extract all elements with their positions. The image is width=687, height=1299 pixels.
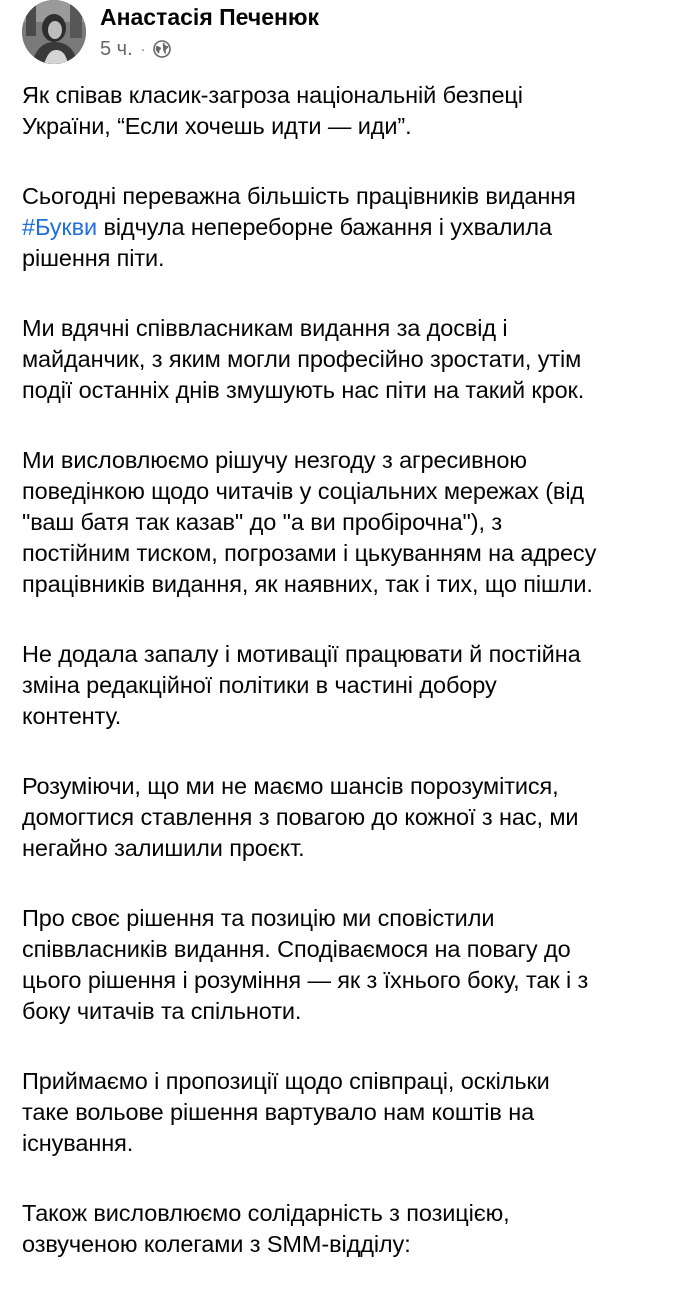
text-line: постійним тиском, погрозами і цькуванням на адресу xyxy=(22,540,597,566)
post-paragraph xyxy=(22,903,674,1027)
text-line: таке вольове рішення вартувало нам коштів на xyxy=(22,1099,535,1125)
post-paragraph xyxy=(22,80,674,142)
text-line: Ми висловлюємо рішучу незгоду з агресивною xyxy=(22,447,527,473)
text-line: зміна редакційної політики в частині добору xyxy=(22,672,497,698)
post-paragraph xyxy=(22,313,674,406)
author-name[interactable]: Анастасія Печенюк xyxy=(100,4,320,30)
text-line: цього рішення і розуміння — як з їхнього боку, так і з xyxy=(22,967,589,993)
text-line: майданчик, з яким могли професійно зростати, утім xyxy=(22,346,582,372)
post-timestamp[interactable]: 5 ч. xyxy=(100,37,133,60)
post-meta xyxy=(100,36,171,62)
post-body xyxy=(22,80,674,1299)
post-paragraph xyxy=(22,445,674,600)
text-line-with-hashtag xyxy=(22,212,674,243)
text-line: Приймаємо і пропозиції щодо співпраці, оскільки xyxy=(22,1068,550,1094)
text-line: Також висловлюємо солідарність з позицією, xyxy=(22,1200,510,1226)
text-line: працівників видання, як наявних, так і тих, що пішли. xyxy=(22,571,593,597)
text-line: Розуміючи, що ми не маємо шансів порозумітися, xyxy=(22,773,559,799)
avatar[interactable] xyxy=(22,0,86,64)
text-line: домогтися ставлення з повагою до кожної з нас, ми xyxy=(22,804,579,830)
text-line: боку читачів та спільноти. xyxy=(22,998,302,1024)
avatar-photo-icon xyxy=(22,0,86,64)
text-line: існування. xyxy=(22,1130,134,1156)
text-line: "ваш батя так казав" до "а ви пробірочна"), з xyxy=(22,509,503,535)
post-paragraph xyxy=(22,771,674,864)
text-line: поведінкою щодо читачів у соціальних мережах (від xyxy=(22,478,585,504)
text-line: контенту. xyxy=(22,703,122,729)
text-line: Як співав класик-загроза національній безпеці xyxy=(22,82,523,108)
post-paragraph xyxy=(22,1198,674,1260)
text-line: України, “Если хочешь идти — иди”. xyxy=(22,113,412,139)
text-line: негайно залишили проєкт. xyxy=(22,835,305,861)
text-line: події останніх днів змушують нас піти на такий крок. xyxy=(22,377,585,403)
text-line: озвученою колегами з SMM-відділу: xyxy=(22,1231,411,1257)
text-line: співвласників видання. Сподіваємося на повагу до xyxy=(22,936,571,962)
text-line: Про своє рішення та позицію ми сповістили xyxy=(22,905,495,931)
post-paragraph xyxy=(22,181,674,274)
text-line: Сьогодні переважна більшість працівників видання xyxy=(22,183,576,209)
text-line: рішення піти. xyxy=(22,245,165,271)
meta-separator: · xyxy=(140,41,146,57)
globe-icon[interactable] xyxy=(153,40,171,58)
post-paragraph xyxy=(22,1066,674,1159)
text-fragment: відчула непереборне бажання і ухвалила xyxy=(103,214,552,240)
text-line: Ми вдячні співвласникам видання за досвід і xyxy=(22,315,508,341)
post-paragraph xyxy=(22,639,674,732)
hashtag-link[interactable]: #Букви xyxy=(22,214,98,240)
text-line: Не додала запалу і мотивації працювати й постійна xyxy=(22,641,581,667)
post-header xyxy=(22,0,662,70)
